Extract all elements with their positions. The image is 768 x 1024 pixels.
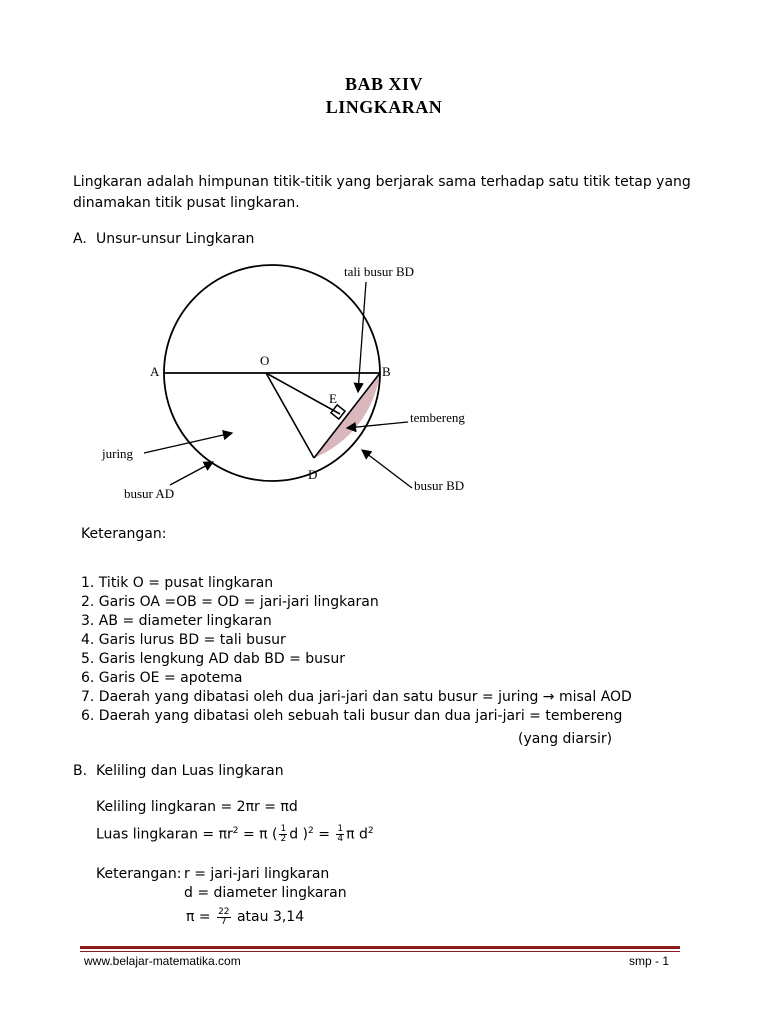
keliling-formula: Keliling lingkaran = 2πr = πd: [96, 799, 298, 815]
fraction-22-7: [217, 908, 230, 927]
arrow-tali-busur: [358, 282, 366, 392]
pi-value: [186, 903, 304, 931]
luas-formula: [96, 819, 374, 847]
ket-r: r = jari-jari lingkaran: [184, 866, 330, 882]
fraction-denominator: 7: [220, 916, 227, 927]
label-point-e: E: [329, 391, 337, 406]
label-point-b: B: [382, 364, 391, 379]
superscript: 2: [308, 826, 314, 836]
section-b-heading: Keliling dan Luas lingkaran: [96, 763, 284, 779]
footer-rule-thick: [80, 946, 680, 949]
luas-part: = π (: [238, 826, 278, 843]
fraction-denominator: 2: [280, 834, 287, 845]
luas-prefix: Luas lingkaran = πr: [96, 826, 233, 843]
intro-line-2: dinamakan titik pusat lingkaran.: [73, 195, 300, 211]
chapter-number: BAB XIV: [344, 74, 423, 94]
ket-d: d = diameter lingkaran: [184, 885, 347, 901]
arrow-busur-bd: [362, 450, 412, 488]
section-a-label: A.: [73, 231, 87, 247]
list-item: 5. Garis lengkung AD dab BD = busur: [81, 651, 345, 667]
luas-part: d ): [289, 826, 309, 843]
pi-prefix: π =: [186, 909, 211, 925]
superscript: 2: [232, 826, 239, 836]
list-item: 4. Garis lurus BD = tali busur: [81, 632, 286, 648]
footer-rule-thin: [80, 951, 680, 952]
label-tali-busur-bd: tali busur BD: [344, 264, 415, 279]
chord-bd: [314, 373, 380, 458]
footer-website: www.belajar-matematika.com: [84, 954, 241, 968]
luas-part: =: [313, 826, 335, 843]
page-number: smp - 1: [629, 954, 670, 968]
fraction-denominator: 4: [337, 834, 344, 845]
pi-suffix: atau 3,14: [236, 909, 305, 925]
fraction-quarter: [336, 825, 344, 844]
shaded-note: (yang diarsir): [518, 731, 613, 747]
label-point-a: A: [150, 364, 160, 379]
keterangan-list: [81, 574, 632, 726]
list-item: 3. AB = diameter lingkaran: [81, 613, 272, 629]
label-point-o: O: [260, 353, 270, 368]
label-busur-ad: busur AD: [124, 486, 175, 501]
keterangan-b-label: Keterangan:: [96, 866, 182, 882]
list-item: 6. Garis OE = apotema: [81, 670, 243, 686]
list-item: 2. Garis OA =OB = OD = jari-jari lingkaran: [81, 594, 379, 610]
luas-part: π d: [346, 826, 368, 843]
arrow-juring: [144, 433, 232, 453]
section-b-label: B.: [73, 763, 88, 779]
keterangan-heading: Keterangan:: [81, 526, 167, 542]
list-item: 6. Daerah yang dibatasi oleh sebuah tali busur dan dua jari-jari = tembereng: [81, 708, 623, 724]
intro-line-1: Lingkaran adalah himpunan titik-titik yang berjarak sama terhadap satu titik tetap yang: [73, 174, 691, 190]
fraction-half: [279, 825, 287, 844]
label-juring: juring: [102, 446, 134, 461]
fraction-numerator: 1: [280, 824, 287, 835]
label-point-d: D: [308, 467, 318, 482]
section-a-heading: Unsur-unsur Lingkaran: [96, 231, 255, 247]
list-item: 1. Titik O = pusat lingkaran: [81, 575, 274, 591]
arrow-busur-ad: [170, 462, 213, 485]
superscript: 2: [367, 826, 374, 836]
list-item: 7. Daerah yang dibatasi oleh dua jari-jari dan satu busur = juring → misal AOD: [81, 689, 632, 705]
fraction-numerator: 1: [337, 824, 344, 835]
label-busur-bd: busur BD: [414, 478, 465, 493]
label-tembereng: tembereng: [410, 410, 465, 425]
page-title: LINGKARAN: [325, 97, 443, 117]
fraction-numerator: 22: [218, 906, 230, 917]
